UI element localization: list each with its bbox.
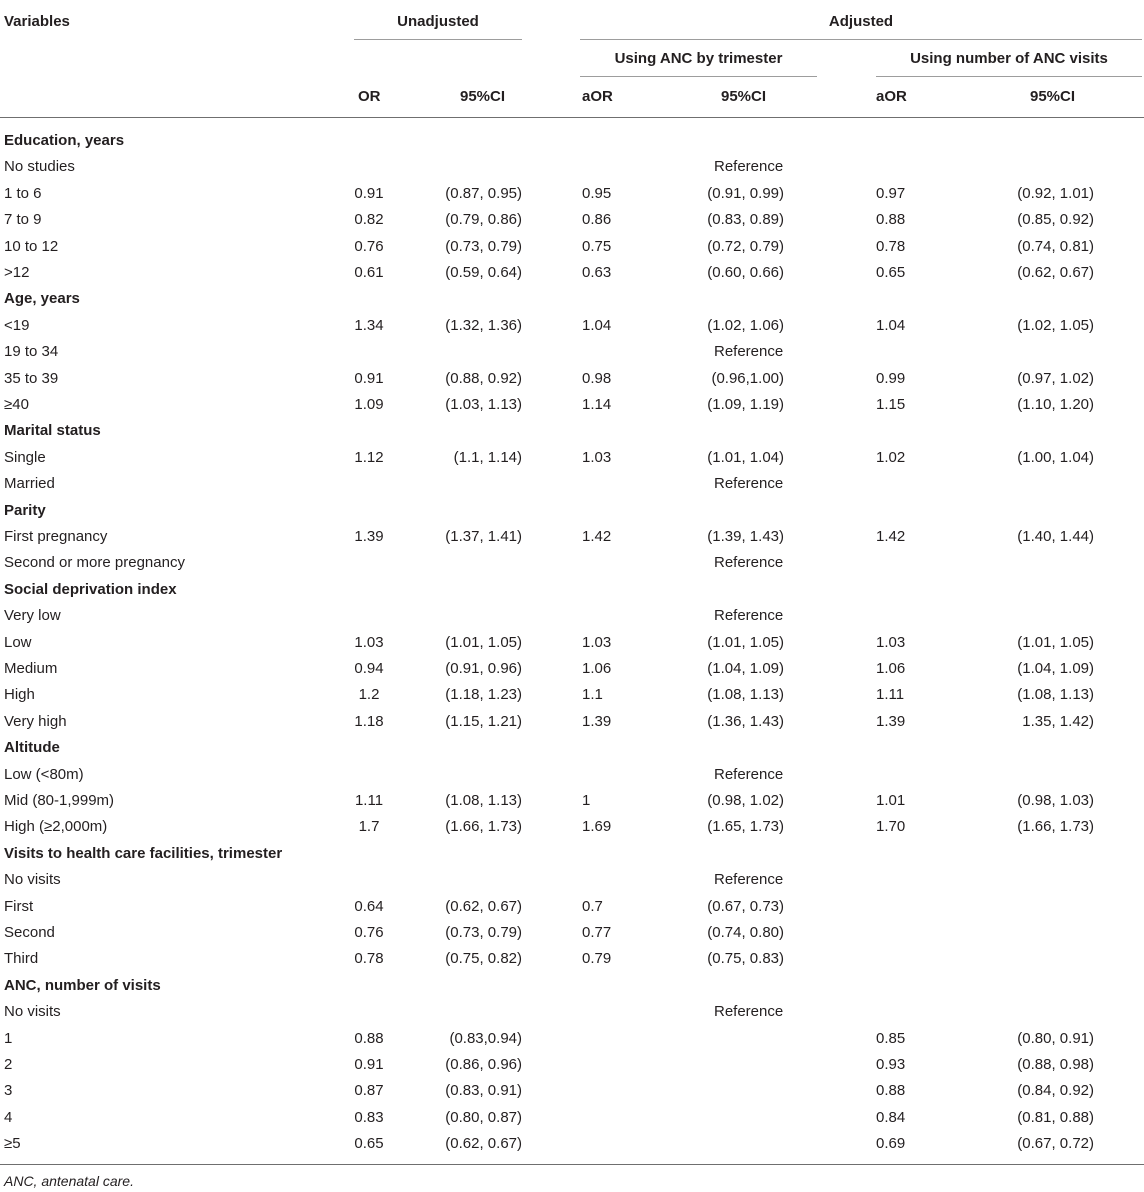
cell-ci: (1.15, 1.21)	[445, 712, 522, 730]
cell-or: 1.12	[354, 448, 384, 466]
cell-ci-visits: (1.00, 1.04)	[1017, 448, 1094, 466]
reference-label: Reference	[714, 1003, 784, 1021]
cell-aor-visits: 1.11	[876, 686, 905, 704]
rule-using-visits	[876, 76, 1142, 77]
row-label: Third	[4, 950, 39, 968]
cell-aor-visits: 1.42	[876, 528, 906, 545]
cell-ci-trimester: (1.02, 1.06)	[707, 316, 784, 334]
cell-ci-trimester: (1.65, 1.73)	[707, 818, 784, 836]
reference-label: Reference	[714, 765, 784, 783]
row-label: ≥5	[4, 1135, 21, 1153]
cell-aor-trimester: 0.86	[582, 211, 612, 229]
cell-aor-trimester: 0.95	[582, 184, 612, 202]
header-ci-trimester: 95%CI	[721, 88, 767, 105]
cell-ci: (0.79, 0.86)	[445, 211, 522, 229]
cell-aor-trimester: 1.03	[582, 633, 612, 651]
cell-ci-trimester: (0.98, 1.02)	[707, 792, 784, 809]
rule-using-trimester	[580, 76, 817, 77]
reference-label: Reference	[714, 158, 784, 176]
cell-or: 1.7	[358, 818, 380, 836]
cell-ci-visits: (0.80, 0.91)	[1017, 1029, 1094, 1047]
row-label: First	[4, 897, 34, 915]
cell-aor-trimester: 1.69	[582, 818, 612, 836]
cell-aor-visits: 1.70	[876, 818, 906, 836]
section-label: Age, years	[4, 290, 80, 308]
cell-ci-trimester: (1.09, 1.19)	[707, 396, 784, 413]
row-label: 1	[4, 1029, 13, 1047]
cell-ci: (0.91, 0.96)	[445, 660, 522, 677]
rule-unadjusted	[354, 39, 522, 40]
cell-aor-visits: 0.84	[876, 1108, 906, 1126]
row-label: Married	[4, 475, 55, 493]
rule-adjusted	[580, 39, 1142, 40]
cell-or: 1.11	[354, 792, 384, 809]
cell-ci-visits: 1.35, 1.42)	[1022, 712, 1094, 730]
cell-or: 0.94	[354, 660, 384, 677]
header-or: OR	[358, 88, 381, 105]
cell-aor-trimester: 1.39	[582, 712, 612, 730]
header-using-trimester: Using ANC by trimester	[614, 50, 783, 67]
rule-table-bottom	[0, 1164, 1144, 1165]
cell-ci: (1.37, 1.41)	[445, 528, 522, 545]
cell-ci-visits: (0.85, 0.92)	[1017, 211, 1094, 229]
row-label: Medium	[4, 660, 58, 677]
cell-ci-visits: (0.88, 0.98)	[1017, 1056, 1094, 1073]
cell-ci-trimester: (0.74, 0.80)	[707, 924, 784, 941]
cell-aor-visits: 1.15	[876, 396, 906, 413]
cell-aor-visits: 0.78	[876, 237, 906, 255]
cell-aor-visits: 1.01	[876, 792, 906, 809]
cell-ci: (1.66, 1.73)	[445, 818, 522, 836]
reference-label: Reference	[714, 475, 784, 493]
cell-ci: (0.80, 0.87)	[445, 1108, 522, 1126]
cell-ci-visits: (0.62, 0.67)	[1017, 264, 1094, 281]
cell-aor-visits: 0.85	[876, 1029, 906, 1047]
row-label: No visits	[4, 871, 61, 889]
cell-or: 0.82	[354, 211, 384, 229]
cell-ci-visits: (1.40, 1.44)	[1017, 528, 1094, 545]
cell-ci: (0.73, 0.79)	[445, 924, 522, 941]
row-label: Single	[4, 448, 46, 466]
cell-aor-visits: 0.65	[876, 264, 906, 281]
cell-or: 1.03	[354, 633, 384, 651]
reference-label: Reference	[714, 871, 784, 889]
row-label: First pregnancy	[4, 528, 108, 545]
cell-ci: (0.73, 0.79)	[445, 237, 522, 255]
cell-ci-visits: (1.04, 1.09)	[1017, 660, 1094, 677]
cell-ci-visits: (1.66, 1.73)	[1017, 818, 1094, 836]
cell-ci-trimester: (0.96,1.00)	[711, 369, 784, 387]
reference-label: Reference	[714, 554, 784, 572]
row-label: Very high	[4, 712, 67, 730]
cell-ci: (1.08, 1.13)	[445, 792, 522, 809]
cell-aor-trimester: 1.14	[582, 396, 612, 413]
cell-aor-visits: 1.04	[876, 316, 906, 334]
header-variables: Variables	[4, 13, 70, 30]
header-aor-trimester: aOR	[582, 88, 613, 105]
cell-ci: (0.59, 0.64)	[445, 264, 522, 281]
reference-label: Reference	[714, 607, 784, 625]
row-label: No visits	[4, 1003, 61, 1021]
cell-ci-trimester: (0.67, 0.73)	[707, 897, 784, 915]
section-label: Social deprivation index	[4, 580, 177, 598]
cell-aor-visits: 0.69	[876, 1135, 906, 1153]
header-ci-visits: 95%CI	[1030, 88, 1076, 105]
cell-aor-visits: 1.03	[876, 633, 906, 651]
cell-aor-visits: 0.88	[876, 1082, 906, 1100]
row-label: >12	[4, 264, 30, 281]
cell-ci: (1.03, 1.13)	[445, 396, 522, 413]
section-label: Marital status	[4, 422, 101, 440]
section-label: Visits to health care facilities, trimester	[4, 844, 283, 862]
cell-or: 0.83	[354, 1108, 384, 1126]
section-label: Altitude	[4, 739, 60, 757]
cell-aor-visits: 0.88	[876, 211, 906, 229]
row-label: 19 to 34	[4, 343, 59, 361]
cell-aor-visits: 1.06	[876, 660, 906, 677]
cell-ci-trimester: (1.01, 1.04)	[707, 448, 784, 466]
row-label: Mid (80-1,999m)	[4, 792, 115, 809]
row-label: 1 to 6	[4, 184, 42, 202]
cell-or: 0.87	[354, 1082, 384, 1100]
cell-ci: (0.86, 0.96)	[445, 1056, 522, 1073]
cell-aor-visits: 1.02	[876, 448, 906, 466]
cell-ci: (0.75, 0.82)	[445, 950, 522, 968]
cell-ci: (0.83,0.94)	[449, 1029, 522, 1047]
cell-ci-visits: (0.67, 0.72)	[1017, 1135, 1094, 1153]
cell-or: 0.64	[354, 897, 384, 915]
row-label: 35 to 39	[4, 369, 59, 387]
cell-ci-trimester: (1.39, 1.43)	[707, 528, 784, 545]
header-adjusted: Adjusted	[828, 13, 894, 30]
cell-aor-visits: 0.99	[876, 369, 906, 387]
cell-ci-visits: (0.92, 1.01)	[1017, 184, 1094, 202]
cell-or: 1.39	[354, 528, 384, 545]
cell-ci-trimester: (0.75, 0.83)	[707, 950, 784, 968]
cell-or: 1.18	[354, 712, 384, 730]
row-label: Very low	[4, 607, 61, 625]
cell-ci-trimester: (1.08, 1.13)	[707, 686, 784, 704]
cell-or: 0.91	[354, 369, 384, 387]
row-label: No studies	[4, 158, 75, 176]
row-label: 10 to 12	[4, 237, 59, 255]
cell-ci-trimester: (0.60, 0.66)	[707, 264, 784, 281]
cell-aor-visits: 0.93	[876, 1056, 906, 1073]
cell-ci: (0.62, 0.67)	[445, 897, 522, 915]
header-using-visits: Using number of ANC visits	[910, 50, 1108, 67]
cell-ci-trimester: (1.01, 1.05)	[707, 633, 784, 651]
section-label: Parity	[4, 501, 46, 519]
cell-or: 0.91	[354, 1056, 384, 1073]
row-label: Second or more pregnancy	[4, 554, 185, 572]
cell-aor-trimester: 1.06	[582, 660, 612, 677]
cell-aor-trimester: 0.98	[582, 369, 612, 387]
cell-ci-visits: (1.10, 1.20)	[1017, 396, 1094, 413]
cell-aor-trimester: 0.79	[582, 950, 612, 968]
rule-header-bottom	[0, 117, 1144, 118]
cell-aor-trimester: 1.42	[582, 528, 612, 545]
row-label: 4	[4, 1108, 13, 1126]
row-label: 7 to 9	[4, 211, 42, 229]
cell-aor-trimester: 0.75	[582, 237, 612, 255]
row-label: High	[4, 686, 35, 704]
cell-ci-trimester: (1.36, 1.43)	[707, 712, 784, 730]
cell-aor-trimester: 0.77	[582, 924, 612, 941]
cell-ci: (1.1, 1.14)	[453, 448, 522, 466]
cell-ci: (1.18, 1.23)	[445, 686, 522, 704]
reference-label: Reference	[714, 343, 784, 361]
cell-ci: (0.88, 0.92)	[445, 369, 522, 387]
header-ci: 95%CI	[460, 88, 506, 105]
cell-or: 0.61	[354, 264, 384, 281]
cell-or: 0.76	[354, 237, 384, 255]
cell-ci: (0.83, 0.91)	[445, 1082, 522, 1100]
cell-ci-trimester: (1.04, 1.09)	[707, 660, 784, 677]
cell-ci-visits: (0.84, 0.92)	[1017, 1082, 1094, 1100]
cell-ci-visits: (0.97, 1.02)	[1017, 369, 1094, 387]
cell-or: 0.76	[354, 924, 384, 941]
cell-or: 0.91	[354, 184, 384, 202]
cell-aor-trimester: 0.7	[582, 897, 603, 915]
row-label: Low	[4, 633, 32, 651]
header-unadjusted: Unadjusted	[397, 13, 479, 30]
cell-ci: (1.32, 1.36)	[445, 316, 522, 334]
cell-ci-visits: (0.74, 0.81)	[1017, 237, 1094, 255]
cell-ci-visits: (1.08, 1.13)	[1017, 686, 1094, 704]
row-label: 3	[4, 1082, 13, 1100]
cell-or: 0.88	[354, 1029, 384, 1047]
cell-ci: (0.87, 0.95)	[445, 184, 522, 202]
cell-ci-visits: (0.98, 1.03)	[1017, 792, 1094, 809]
cell-aor-trimester: 1	[582, 792, 591, 809]
cell-ci-visits: (1.02, 1.05)	[1017, 316, 1094, 334]
cell-ci: (1.01, 1.05)	[445, 633, 522, 651]
cell-or: 0.65	[354, 1135, 384, 1153]
cell-aor-trimester: 1.04	[582, 316, 612, 334]
cell-ci: (0.62, 0.67)	[445, 1135, 522, 1153]
cell-aor-trimester: 1.1	[582, 686, 603, 704]
cell-or: 1.09	[354, 396, 384, 413]
header-aor-visits: aOR	[876, 88, 907, 105]
cell-or: 1.34	[354, 316, 384, 334]
section-label: Education, years	[4, 132, 125, 149]
row-label: ≥40	[4, 396, 29, 413]
row-label: <19	[4, 316, 30, 334]
row-label: Second	[4, 924, 55, 941]
cell-aor-visits: 0.97	[876, 184, 906, 202]
cell-ci-trimester: (0.72, 0.79)	[707, 237, 784, 255]
cell-ci-trimester: (0.91, 0.99)	[707, 184, 784, 202]
cell-aor-trimester: 0.63	[582, 264, 612, 281]
cell-aor-trimester: 1.03	[582, 448, 612, 466]
cell-or: 0.78	[354, 950, 384, 968]
cell-ci-visits: (0.81, 0.88)	[1017, 1108, 1094, 1126]
row-label: High (≥2,000m)	[4, 818, 108, 836]
cell-or: 1.2	[358, 686, 380, 704]
cell-ci-visits: (1.01, 1.05)	[1017, 633, 1094, 651]
cell-ci-trimester: (0.83, 0.89)	[707, 211, 784, 229]
row-label: 2	[4, 1056, 13, 1073]
section-label: ANC, number of visits	[4, 976, 161, 994]
cell-aor-visits: 1.39	[876, 712, 906, 730]
row-label: Low (<80m)	[4, 765, 84, 783]
footnote: ANC, antenatal care.	[4, 1173, 134, 1189]
